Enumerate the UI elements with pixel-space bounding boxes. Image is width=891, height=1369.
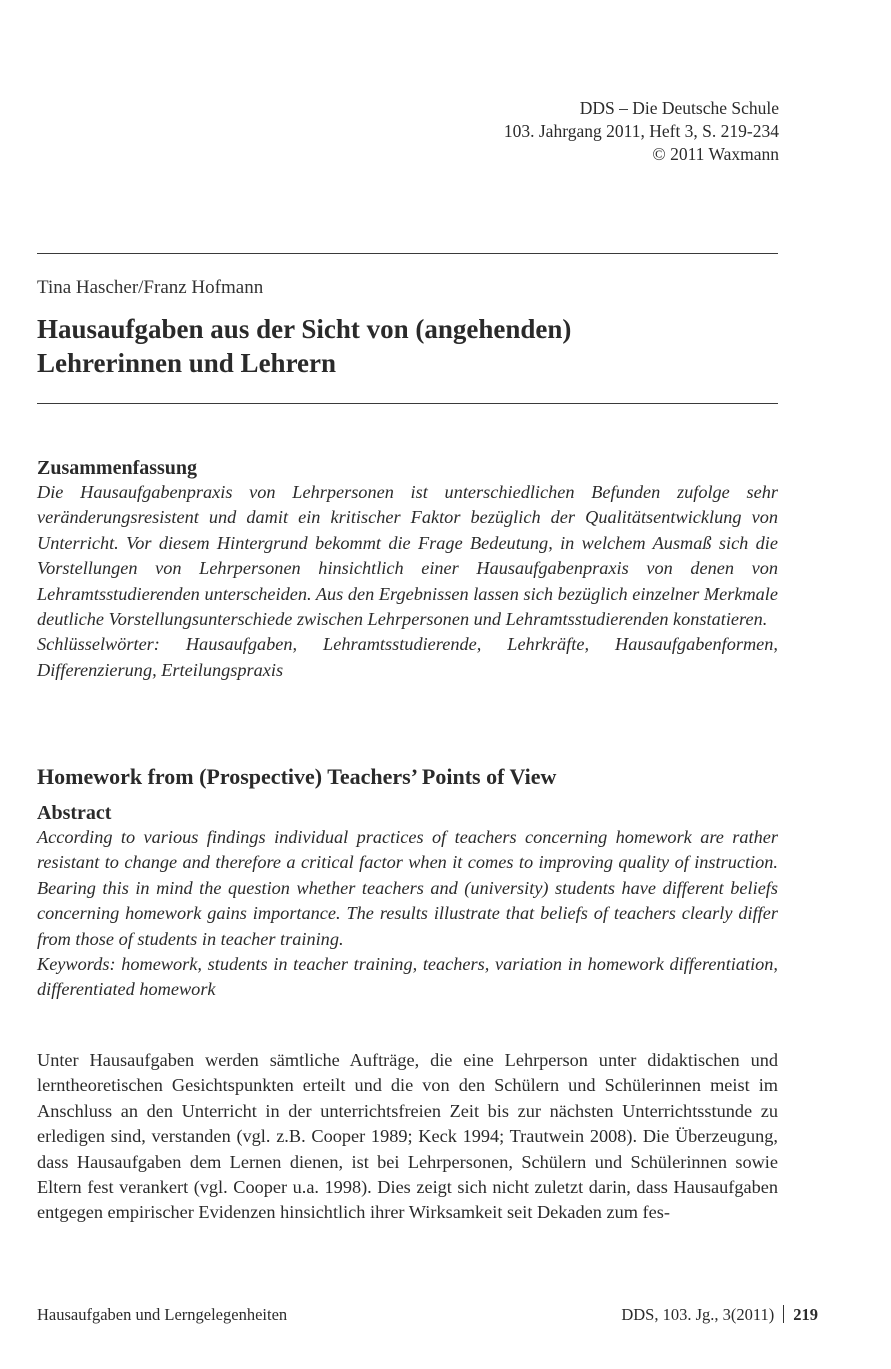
summary-text: Die Hausaufgabenpraxis von Lehrpersonen ist unterschiedlichen Befunden zufolge sehr veränderungsresistent und damit ein kritischer Faktor bezüglich der Qualitätsentwicklung von Unterricht. Vor diesem Hintergrund bekommt die Frage Bedeutung, in welchem Ausmaß sich die Vorstellungen von Lehrpersonen hinsichtlich einer Hausaufgabenpraxis von denen von Lehramtsstudierenden unterscheiden. Aus den Ergebnissen lassen sich bezüglich einzelner Merkmale deutliche Vorstellungsunterschiede zwischen Lehrpersonen und Lehramtsstudierenden konstatieren. <box>37 482 778 630</box>
german-summary <box>37 456 778 683</box>
title-line-2: Lehrerinnen und Lehrern <box>37 348 337 378</box>
body-paragraph: Unter Hausaufgaben werden sämtliche Aufträge, die eine Lehrperson unter didaktischen und lerntheoretischen Gesichtspunkten erteilt und die von den Schülern und Schülerinnen meist im Anschluss an den Unterricht in der unterrichtsfreien Zeit bis zur nächsten Unterrichtsstunde zu erledigen sind, verstanden (vgl. z.B. Cooper 1989; Keck 1994; Trautwein 2008). Die Überzeugung, dass Hausaufgaben dem Lernen dienen, ist bei Lehrpersonen, Schülern und Schülerinnen sowie Eltern fest verankert (vgl. Cooper u.a. 1998). Dies zeigt sich nicht zuletzt darin, dass Hausaufgaben entgegen empirischer Evidenzen hinsichtlich ihrer Wirksamkeit seit Dekaden zum fes- <box>37 1050 778 1223</box>
top-rule <box>37 253 778 254</box>
citation: DDS, 103. Jg., 3(2011) <box>621 1305 775 1324</box>
body-text <box>37 1048 778 1226</box>
article-title <box>37 312 778 380</box>
authors: Tina Hascher/Franz Hofmann <box>37 277 264 298</box>
page-footer <box>37 1305 818 1325</box>
journal-volume-issue: 103. Jahrgang 2011, Heft 3, S. 219-234 <box>503 121 779 141</box>
abstract-text: According to various findings individual practices of teachers concerning homework are rather resistant to change and therefore a critical factor when it comes to improving quality of instruction. Bearing this in mind the question whether teachers and (university) students have different beliefs concerning homework gains importance. The results illustrate that beliefs of teachers clearly differ from those of students in teacher training. <box>37 827 778 949</box>
title-rule <box>37 403 778 404</box>
english-title: Homework from (Prospective) Teachers’ Points of View <box>37 764 557 789</box>
journal-name: DDS – Die Deutsche Schule <box>579 98 779 118</box>
abstract-heading: Abstract <box>37 802 112 824</box>
title-line-1: Hausaufgaben aus der Sicht von (angehenden) <box>37 314 572 344</box>
english-summary <box>37 764 778 1003</box>
copyright: © 2011 Waxmann <box>652 144 779 164</box>
separator <box>783 1305 784 1323</box>
running-title: Hausaufgaben und Lerngelegenheiten <box>37 1305 288 1324</box>
page-number: 219 <box>793 1305 818 1324</box>
summary-keywords: Schlüsselwörter: Hausaufgaben, Lehramtsstudierende, Lehrkräfte, Hausaufgabenformen, Differenzierung, Erteilungspraxis <box>37 634 778 680</box>
abstract-keywords: Keywords: homework, students in teacher training, teachers, variation in homework differentiation, differentiated homework <box>37 954 778 1000</box>
footer-citation-block <box>621 1305 818 1325</box>
journal-info <box>504 97 779 166</box>
summary-heading: Zusammenfassung <box>37 457 198 479</box>
